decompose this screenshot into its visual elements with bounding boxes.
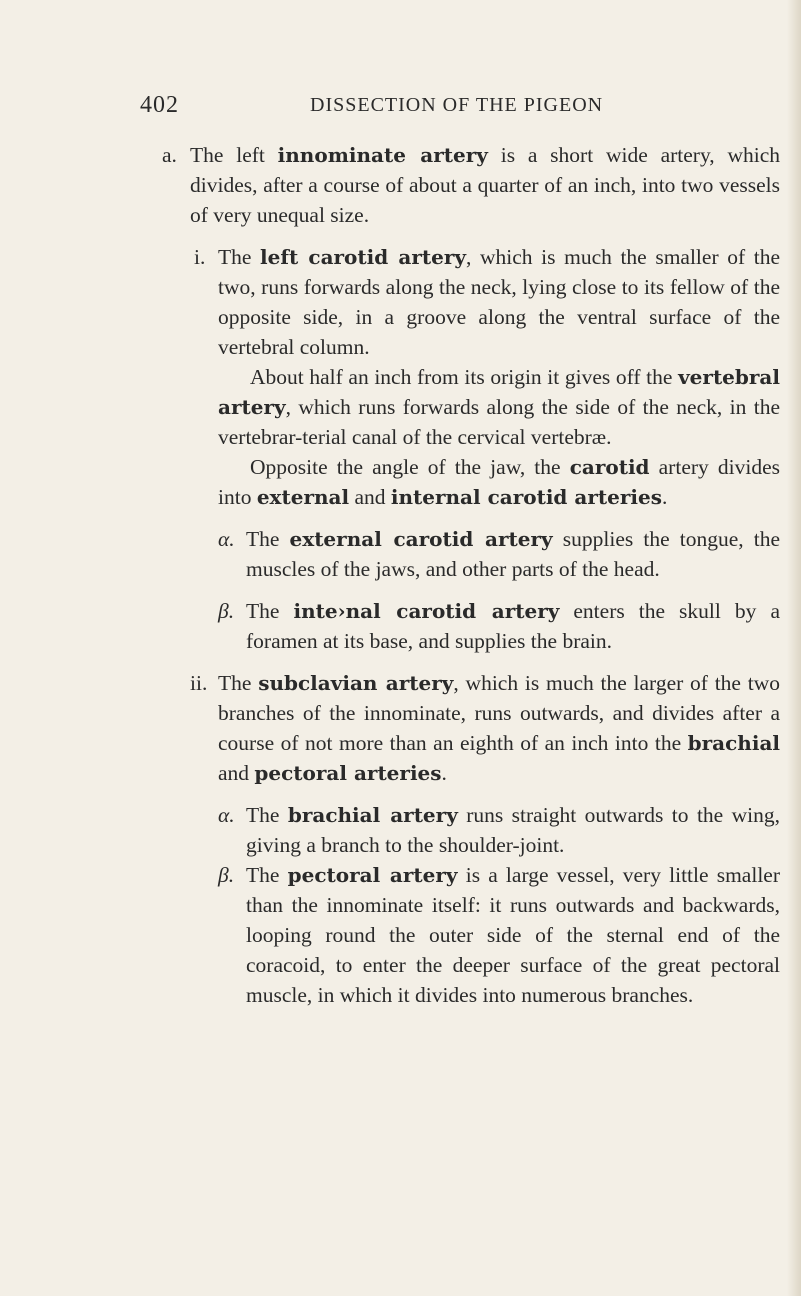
text-run: runs straight outwards to the wing, giving a branch to the shoulder-joint. [246,803,781,857]
section-ii-beta [218,860,781,1010]
paragraph [218,242,780,362]
bold-term: carotid [569,455,650,479]
bold-term: subclavian artery [258,671,454,695]
text-run: The left [190,143,278,167]
text-run: . [441,761,447,785]
section-i-alpha [218,524,780,584]
page-body [0,140,801,1010]
text-run: enters the skull by a foramen at its base, and supplies the brain. [246,599,780,653]
text-run: , which is much the smaller of the two, runs forwards along the neck, lying close to its fellow of the opposite side, in a groove along the ventral surface of the vertebral column. [218,245,780,359]
text-run: The [246,527,290,551]
paragraph [246,524,780,584]
section-label: i. [194,245,206,269]
bold-term: inte›nal carotid artery [293,599,560,623]
section-i [194,242,780,512]
paragraph [218,668,780,788]
text-run: , which is much the larger of the two branches of the innominate, runs outwards, and divides after a course of not more than an eighth of an inch into the [218,671,780,755]
text-run: The [246,599,294,623]
section-a [162,140,781,230]
section-ii [190,668,780,788]
section-i-beta [218,596,780,656]
paragraph [246,596,780,656]
bold-term: pectoral artery [287,863,458,887]
paragraph [190,140,780,230]
text-run: . [661,485,668,509]
section-label: a. [162,143,177,167]
text-run: is a short wide artery, which divides, after a course of about a quarter of an inch, into two vessels of very unequal size. [190,143,781,227]
page-number: 402 [140,92,179,118]
section-label: β. [218,599,235,623]
bold-term: left carotid artery [260,245,467,269]
text-run: artery divides into [218,455,780,509]
paragraph [218,362,780,452]
text-run: supplies the tongue, the muscles of the jaws, and other parts of the head. [246,527,780,581]
section-ii-alpha [218,800,781,860]
text-run: The [218,671,259,695]
section-label: β. [218,863,235,887]
bold-term: innominate artery [277,143,488,167]
text-run: and [349,485,391,509]
text-run: The [218,245,261,269]
bold-term: internal carotid arteries [390,485,662,509]
bold-term: brachial artery [287,803,458,827]
bold-term: external [256,485,350,509]
section-label: α. [218,803,235,827]
page-header [0,92,801,122]
paragraph [246,800,780,860]
text-run: The [246,803,288,827]
section-label: α. [218,527,235,551]
section-label: ii. [190,671,208,695]
paragraph [218,452,780,512]
text-run: The [246,863,288,887]
paragraph [246,860,780,1010]
bold-term: pectoral arteries [254,761,442,785]
bold-term: brachial [687,731,780,755]
text-run: About half an inch from its origin it gives off the [250,365,679,389]
running-title: DISSECTION OF THE PIGEON [310,94,604,116]
text-run: , which runs forwards along the side of the neck, in the vertebrar-terial canal of the cervical vertebræ. [218,395,780,449]
bold-term: vertebral artery [218,365,780,419]
text-run: is a large vessel, very little smaller than the innominate itself: it runs outwards and backwards, looping round the outer side of the sternal end of the coracoid, to enter the deeper surface of the great pectoral muscle, in which it divides into numerous branches. [246,863,781,1007]
text-run: Opposite the angle of the jaw, the [250,455,570,479]
text-run: and [218,761,255,785]
bold-term: external carotid artery [289,527,553,551]
